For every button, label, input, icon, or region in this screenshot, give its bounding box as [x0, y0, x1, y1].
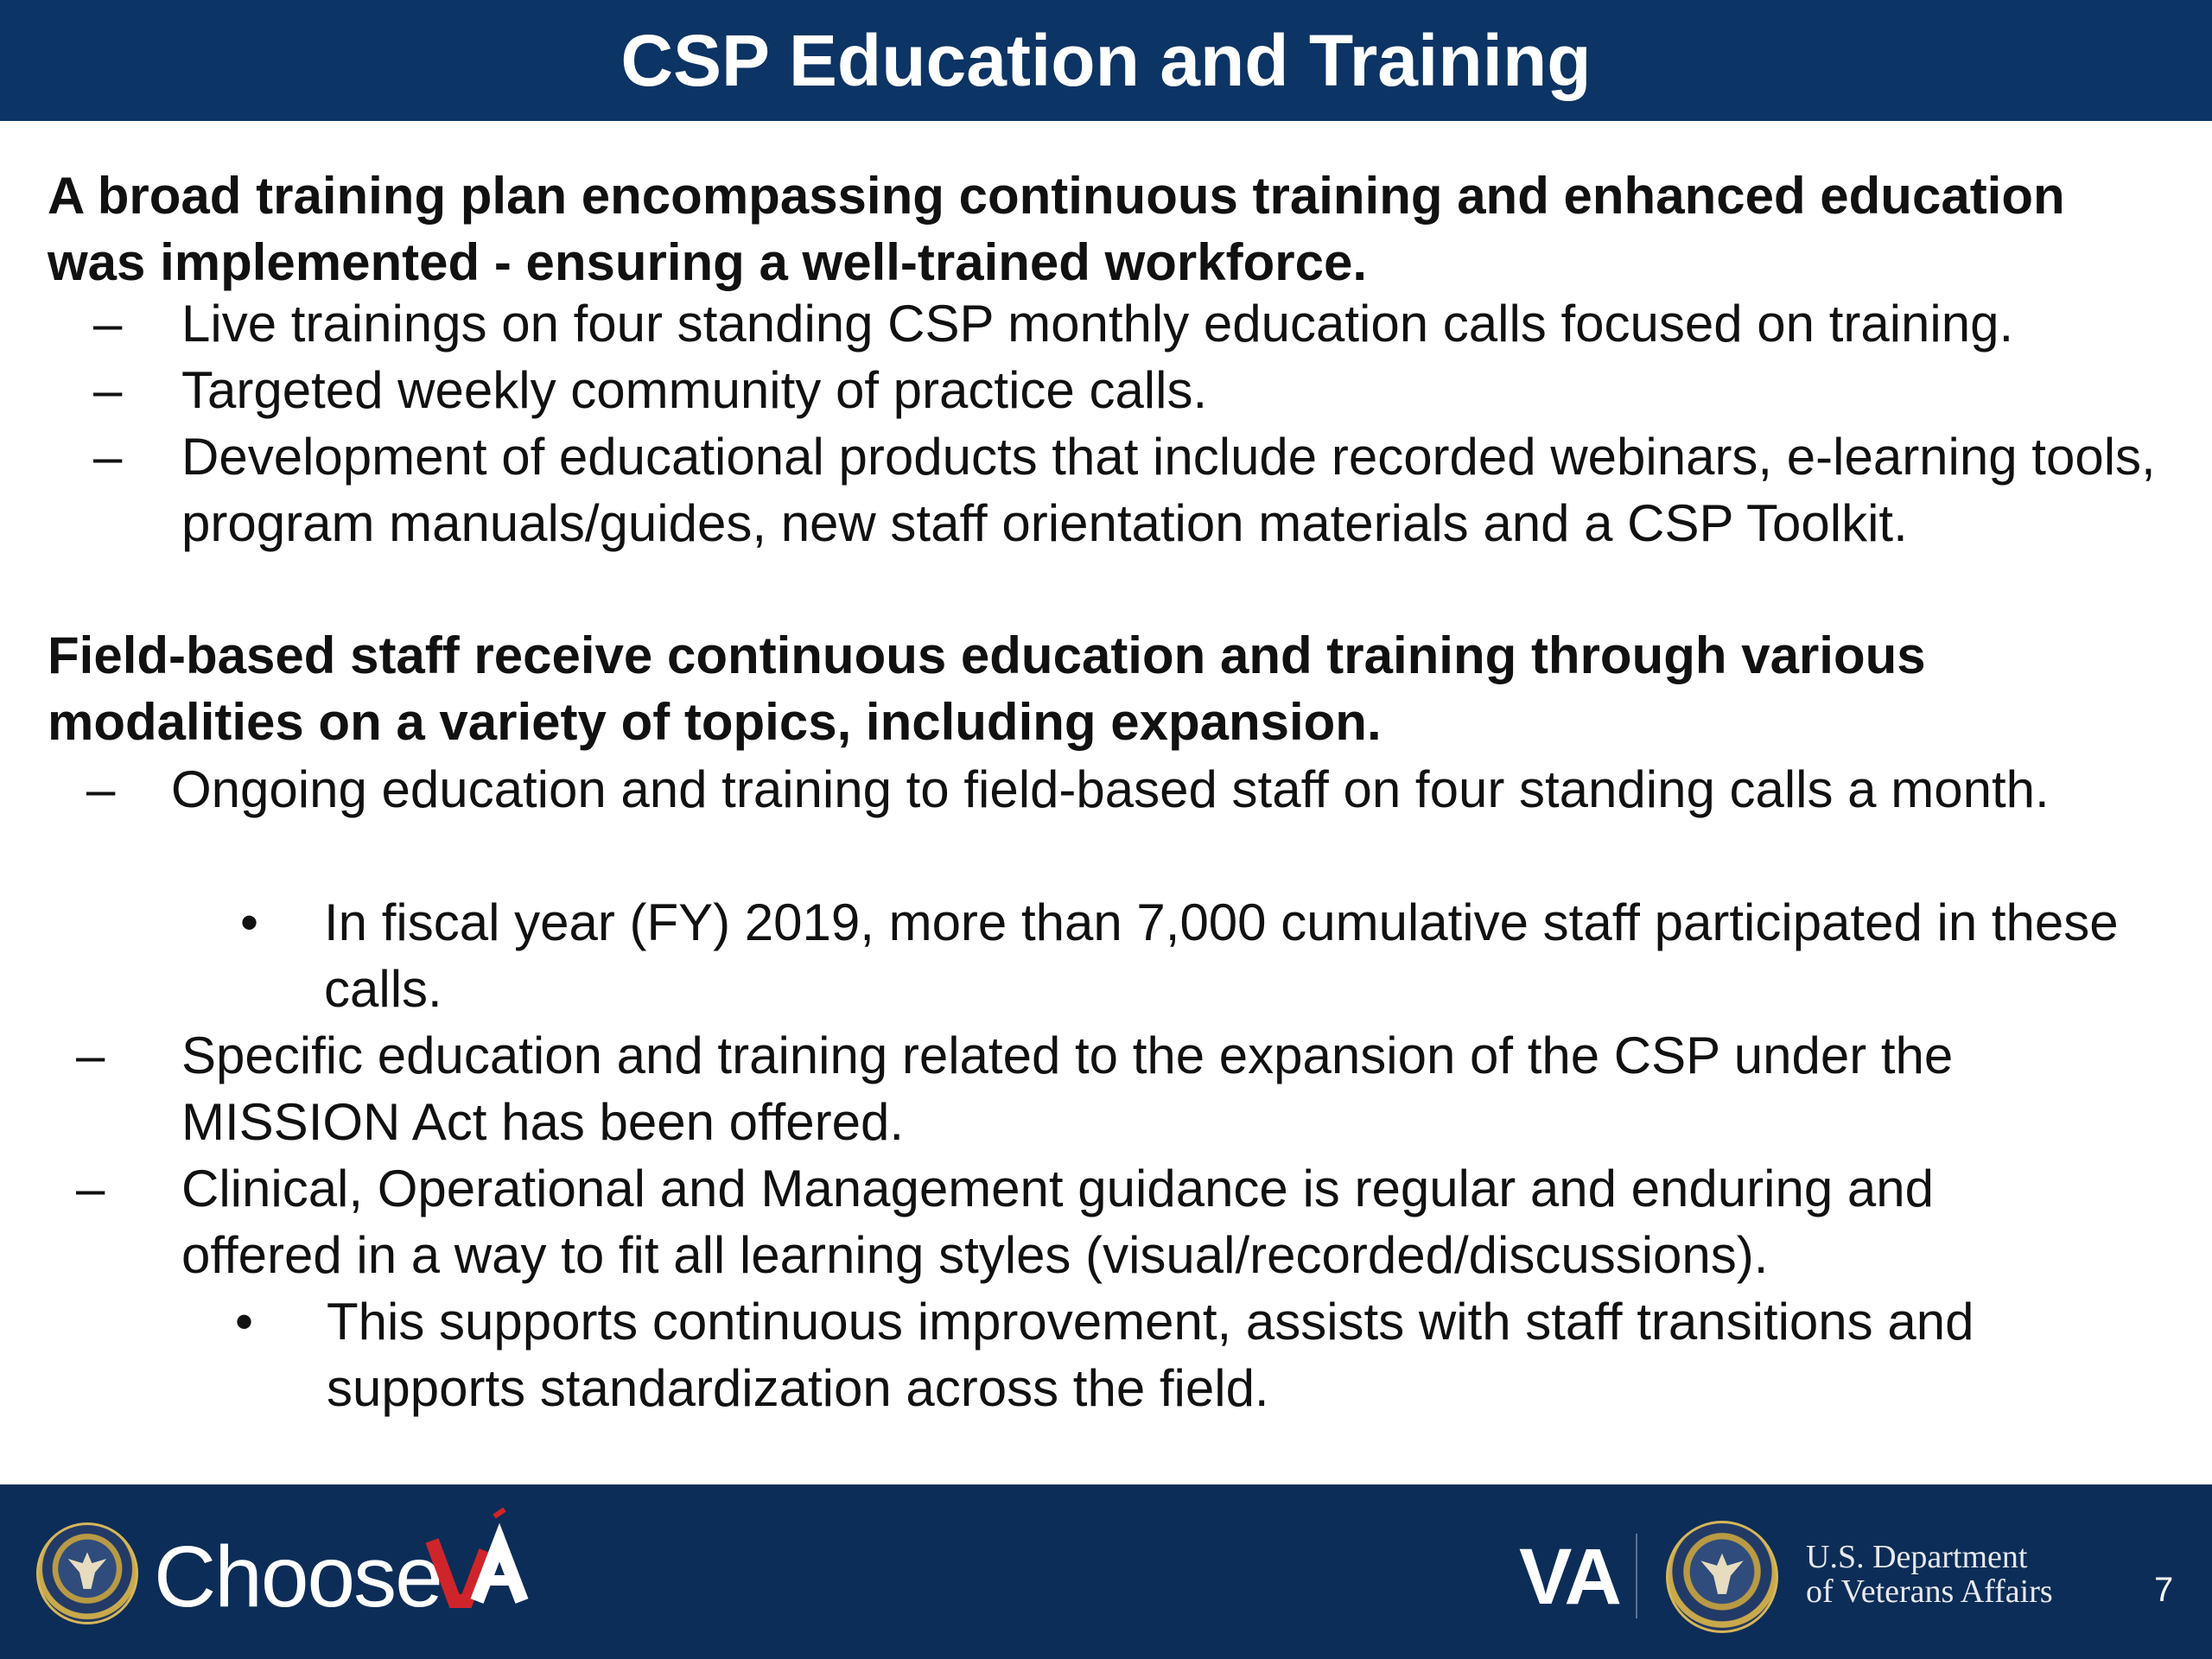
dash-marker: – — [93, 361, 123, 419]
va-seal-icon — [36, 1522, 138, 1624]
section2-sub-item — [0, 1288, 2212, 1421]
dash-marker: – — [93, 428, 123, 486]
slide-title: CSP Education and Training — [620, 20, 1592, 101]
list-item-text: Targeted weekly community of practice calls. — [181, 361, 1208, 419]
section1-list-item — [0, 423, 2212, 556]
department-seal-icon — [1666, 1521, 1778, 1633]
dash-marker: – — [76, 1160, 105, 1217]
department-name-line2: of Veterans Affairs — [1806, 1573, 2053, 1610]
choose-va-logo-text: Choose — [154, 1529, 442, 1625]
dash-marker: – — [93, 295, 123, 353]
section2-sub-item — [0, 889, 2212, 1022]
section2-list-item — [0, 756, 2212, 889]
section2-heading: Field-based staff receive continuous education and training through various modalities on a variety of topics, including expansion. — [48, 626, 1926, 751]
list-item-text: In fiscal year (FY) 2019, more than 7,000 cumulative staff participated in these calls. — [324, 893, 2119, 1018]
section1-list-item — [0, 357, 2212, 423]
footer-divider — [1636, 1534, 1637, 1618]
list-item-text: This supports continuous improvement, assists with staff transitions and supports standardization across the field. — [327, 1293, 1974, 1417]
section1-heading: A broad training plan encompassing continuous training and enhanced education was implemented - ensuring a well-trained workforce. — [48, 167, 2065, 291]
list-item-text: Specific education and training related to the expansion of the CSP under the MISSION Act has been offered. — [181, 1027, 1954, 1151]
section2-list-item — [0, 1155, 2212, 1288]
dash-marker: – — [86, 760, 116, 818]
list-item-text: Live trainings on four standing CSP monthly education calls focused on training. — [181, 295, 2014, 353]
bullet-marker: • — [240, 893, 259, 951]
page-number: 7 — [2154, 1571, 2174, 1609]
va-logo: VA — [1519, 1533, 1620, 1621]
section2-list-item — [0, 1022, 2212, 1155]
choose-va-logo-mark — [425, 1508, 537, 1610]
department-name — [1806, 1540, 2053, 1609]
bullet-marker: • — [235, 1293, 254, 1351]
section1-list-item — [0, 290, 2212, 357]
list-item-text: Clinical, Operational and Management guidance is regular and enduring and offered in a way to fit all learning styles (visual/recorded/discussions). — [181, 1160, 1934, 1284]
list-item-text: Development of educational products that include recorded webinars, e-learning tools, program manuals/guides, new staff orientation materials and a CSP Toolkit. — [181, 428, 2156, 552]
department-name-line1: U.S. Department — [1806, 1539, 2028, 1575]
list-item-text: Ongoing education and training to field-based staff on four standing calls a month. — [171, 760, 2050, 818]
title-bar — [0, 0, 2212, 121]
dash-marker: – — [76, 1027, 105, 1084]
